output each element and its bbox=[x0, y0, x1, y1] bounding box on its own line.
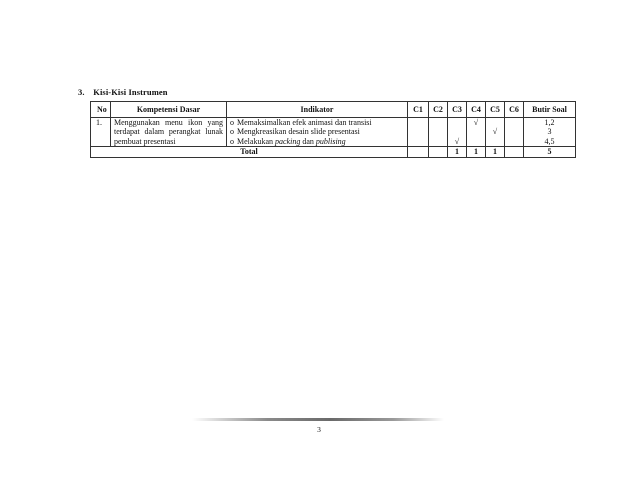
bullet-icon: o bbox=[230, 118, 234, 127]
kisi-kisi-table bbox=[90, 101, 576, 158]
indikator-item bbox=[230, 137, 404, 146]
c4-cell bbox=[467, 118, 486, 147]
total-c2 bbox=[429, 146, 448, 157]
c3-cell bbox=[448, 118, 467, 147]
total-c6 bbox=[505, 146, 524, 157]
c2-cell bbox=[429, 118, 448, 147]
butir-soal-cell bbox=[524, 118, 576, 147]
indikator-item bbox=[230, 127, 404, 136]
indikator-text: dan bbox=[302, 136, 314, 146]
header-c3: C3 bbox=[448, 102, 467, 118]
kompetensi-dasar-cell: Menggunakan menu ikon yang terdapat dalam perangkat lunak pembuat presentasi bbox=[111, 118, 227, 147]
indikator-text: Mengkreasikan desain slide presentasi bbox=[237, 127, 360, 137]
page-number: 3 bbox=[317, 425, 321, 434]
total-butir: 5 bbox=[524, 146, 576, 157]
indikator-text-italic: publising bbox=[315, 136, 346, 146]
total-c3: 1 bbox=[448, 146, 467, 157]
header-kompetensi-dasar: Kompetensi Dasar bbox=[111, 102, 227, 118]
section-heading bbox=[78, 87, 168, 97]
indikator-text: Melakukan bbox=[237, 136, 273, 146]
header-c5: C5 bbox=[486, 102, 505, 118]
indikator-cell bbox=[227, 118, 408, 147]
butir-value: 1,2 bbox=[544, 118, 555, 127]
total-c5: 1 bbox=[486, 146, 505, 157]
bullet-icon: o bbox=[230, 127, 234, 137]
butir-value: 3 bbox=[547, 127, 552, 137]
total-c4: 1 bbox=[467, 146, 486, 157]
footer-divider bbox=[192, 418, 444, 421]
total-c1 bbox=[408, 146, 429, 157]
header-c4: C4 bbox=[467, 102, 486, 118]
total-row bbox=[91, 146, 576, 157]
indikator-text-italic: packing bbox=[275, 136, 301, 146]
row-number: 1. bbox=[91, 118, 111, 147]
header-c6: C6 bbox=[505, 102, 524, 118]
checkmark-icon: √ bbox=[454, 136, 460, 146]
table-header-row bbox=[91, 102, 576, 118]
header-no: No bbox=[91, 102, 111, 118]
header-indikator: Indikator bbox=[227, 102, 408, 118]
bullet-icon: o bbox=[230, 136, 234, 146]
header-butir-soal: Butir Soal bbox=[524, 102, 576, 118]
header-c2: C2 bbox=[429, 102, 448, 118]
indikator-item bbox=[230, 118, 404, 127]
section-title: Kisi-Kisi Instrumen bbox=[93, 87, 168, 97]
table-row bbox=[91, 118, 576, 147]
checkmark-icon: √ bbox=[473, 118, 479, 127]
butir-value: 4,5 bbox=[544, 136, 555, 146]
c5-cell bbox=[486, 118, 505, 147]
c6-cell bbox=[505, 118, 524, 147]
header-c1: C1 bbox=[408, 102, 429, 118]
c1-cell bbox=[408, 118, 429, 147]
checkmark-icon: √ bbox=[492, 127, 498, 137]
indikator-text: Memaksimalkan efek animasi dan transisi bbox=[237, 118, 372, 127]
total-label: Total bbox=[91, 146, 408, 157]
section-number: 3. bbox=[78, 87, 85, 97]
